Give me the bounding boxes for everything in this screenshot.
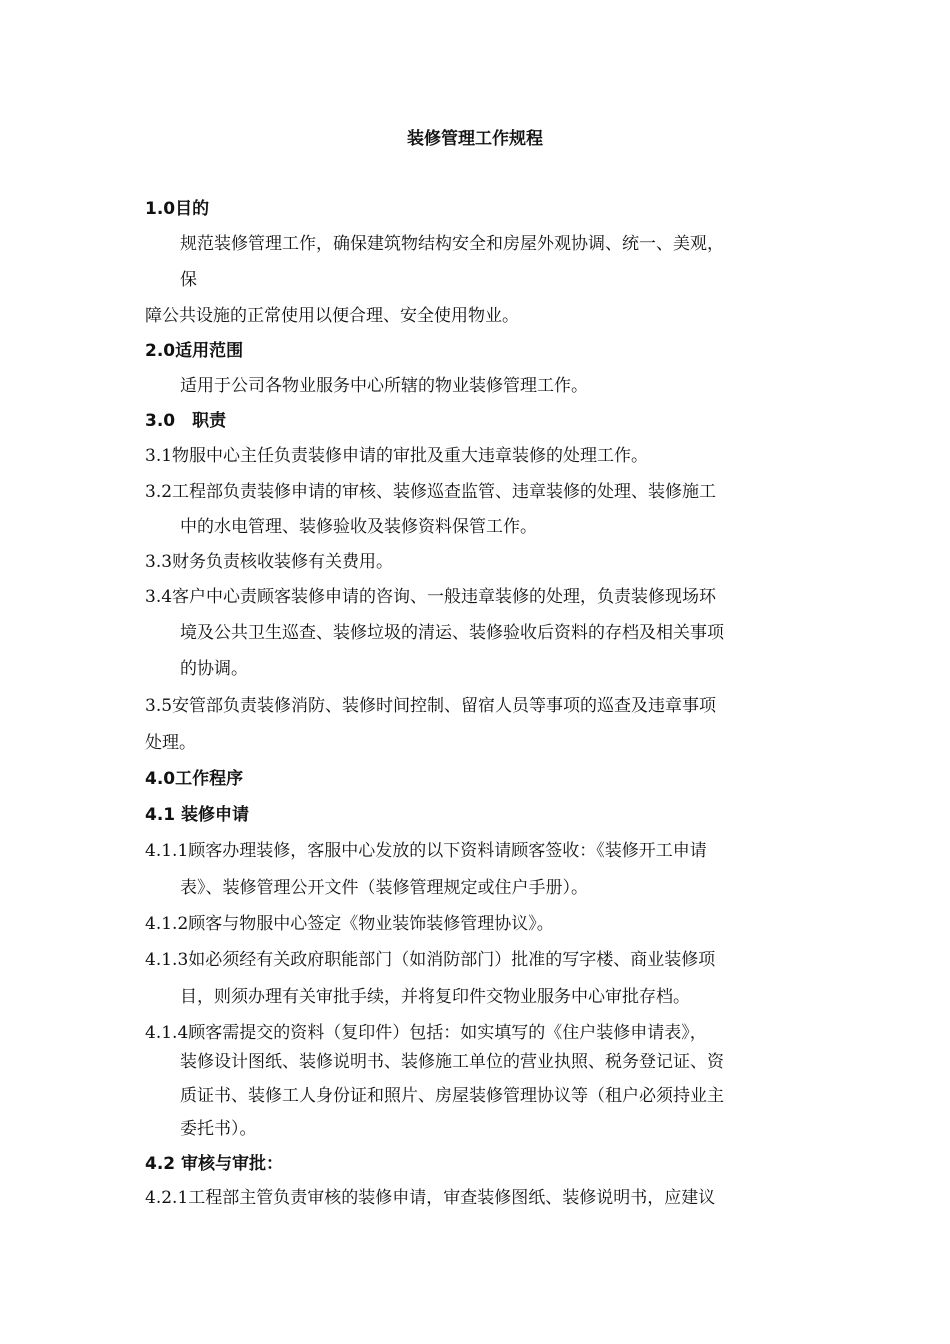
- document-title: 装修管理工作规程: [407, 129, 543, 149]
- paragraph-line: 4.1.1顾客办理装修，客服中心发放的以下资料请顾客签收：《装修开工申请: [145, 841, 707, 861]
- heading-purpose: 1.0目的: [145, 199, 210, 219]
- paragraph-line: 处理。: [145, 733, 196, 753]
- paragraph-line: 3.4客户中心责顾客装修申请的咨询、一般违章装修的处理，负责装修现场环: [145, 587, 717, 607]
- heading-procedure: 4.0工作程序: [145, 769, 244, 789]
- paragraph-line: 的协调。: [180, 659, 248, 679]
- paragraph-line: 境及公共卫生巡查、装修垃圾的清运、装修验收后资料的存档及相关事项: [180, 623, 724, 643]
- paragraph-line: 3.5安管部负责装修消防、装修时间控制、留宿人员等事项的巡查及违章事项: [145, 696, 717, 716]
- heading-scope: 2.0适用范围: [145, 341, 244, 361]
- paragraph-line: 适用于公司各物业服务中心所辖的物业装修管理工作。: [180, 376, 588, 396]
- paragraph-line: 3.3财务负责核收装修有关费用。: [145, 552, 394, 572]
- paragraph-line: 3.1物服中心主任负责装修申请的审批及重大违章装修的处理工作。: [145, 446, 649, 466]
- paragraph-line: 3.2工程部负责装修申请的审核、装修巡查监管、违章装修的处理、装修施工: [145, 482, 717, 502]
- paragraph-line: 质证书、装修工人身份证和照片、房屋装修管理协议等（租户必须持业主: [180, 1086, 724, 1106]
- paragraph-line: 4.1.4顾客需提交的资料（复印件）包括：如实填写的《住户装修申请表》，: [145, 1023, 707, 1043]
- heading-responsibilities: 3.0 职责: [145, 411, 227, 431]
- paragraph-line: 障公共设施的正常使用以便合理、安全使用物业。: [145, 306, 519, 326]
- heading-review-approval: 4.2 审核与审批：: [145, 1154, 284, 1174]
- paragraph-line: 表》、装修管理公开文件（装修管理规定或住户手册）。: [180, 878, 588, 898]
- paragraph-line: 委托书）。: [180, 1119, 257, 1139]
- paragraph-line: 4.1.2顾客与物服中心签定《物业装饰装修管理协议》。: [145, 914, 554, 934]
- paragraph-line: 保: [180, 270, 197, 290]
- heading-decoration-application: 4.1 装修申请: [145, 805, 250, 825]
- paragraph-line: 目，则须办理有关审批手续，并将复印件交物业服务中心审批存档。: [180, 987, 690, 1007]
- paragraph-line: 4.1.3如必须经有关政府职能部门（如消防部门）批准的写字楼、商业装修项: [145, 950, 716, 970]
- paragraph-line: 4.2.1工程部主管负责审核的装修申请，审查装修图纸、装修说明书，应建议: [145, 1188, 716, 1208]
- paragraph-line: 规范装修管理工作，确保建筑物结构安全和房屋外观协调、统一、美观，: [180, 234, 724, 254]
- paragraph-line: 装修设计图纸、装修说明书、装修施工单位的营业执照、税务登记证、资: [180, 1052, 724, 1072]
- paragraph-line: 中的水电管理、装修验收及装修资料保管工作。: [180, 517, 537, 537]
